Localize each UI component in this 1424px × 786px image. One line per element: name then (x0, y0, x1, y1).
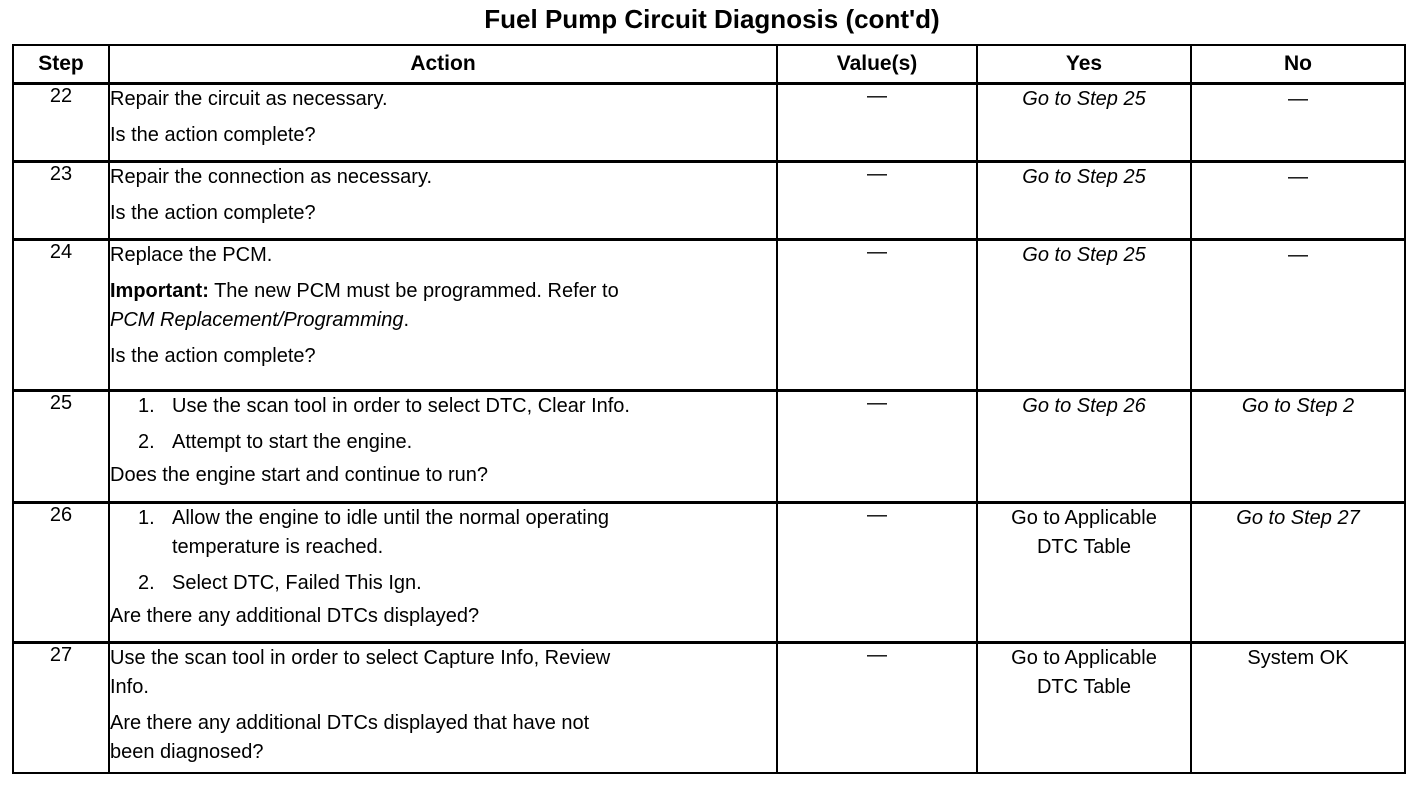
action-text: Repair the connection as necessary. (110, 166, 433, 188)
action-question: Does the engine start and continue to run? (110, 464, 489, 486)
action-text: Replace the PCM. (110, 244, 273, 266)
important-note (110, 277, 776, 306)
step-number: 22 (13, 84, 109, 162)
table-header-row (13, 45, 1405, 84)
action-question-continued: been diagnosed? (110, 741, 264, 763)
action-text: Use the scan tool in order to select Capture Info, Review (110, 647, 611, 669)
table-row (13, 643, 1405, 773)
table-row (13, 162, 1405, 240)
yes-cell: Go to Step 25 (977, 162, 1191, 240)
reference-line (110, 306, 776, 335)
action-question: Are there any additional DTCs displayed? (110, 605, 480, 627)
step-number: 24 (13, 240, 109, 391)
value-cell: — (777, 84, 977, 162)
yes-cell (977, 643, 1191, 773)
action-list-item (110, 428, 776, 457)
item-text: Use the scan tool in order to select DTC, Clear Info. (172, 395, 630, 417)
reference-link-text: PCM Replacement/Programming (110, 309, 404, 331)
yes-cell: Go to Step 25 (977, 240, 1191, 391)
header-yes: Yes (977, 45, 1191, 84)
action-cell (109, 643, 777, 773)
value-cell: — (777, 162, 977, 240)
no-cell: — (1191, 162, 1405, 240)
page-title: Fuel Pump Circuit Diagnosis (cont'd) (484, 4, 940, 34)
value-cell: — (777, 391, 977, 503)
yes-line: Go to Applicable (1011, 507, 1157, 529)
item-text-continued: temperature is reached. (172, 536, 384, 558)
action-question: Is the action complete? (110, 345, 316, 367)
action-cell (109, 503, 777, 643)
reference-end: . (403, 309, 409, 331)
important-label: Important: (110, 280, 209, 302)
item-text: Attempt to start the engine. (172, 431, 413, 453)
action-cell (109, 162, 777, 240)
yes-line: Go to Applicable (1011, 647, 1157, 669)
item-text: Select DTC, Failed This Ign. (172, 572, 422, 594)
yes-cell (977, 503, 1191, 643)
action-text: Repair the circuit as necessary. (110, 88, 388, 110)
item-number: 1. (138, 395, 155, 417)
step-number: 23 (13, 162, 109, 240)
header-no: No (1191, 45, 1405, 84)
item-text: Allow the engine to idle until the normal operating (172, 507, 609, 529)
table-row (13, 503, 1405, 643)
action-cell (109, 391, 777, 503)
table-row (13, 84, 1405, 162)
value-cell: — (777, 643, 977, 773)
yes-cell: Go to Step 25 (977, 84, 1191, 162)
header-action: Action (109, 45, 777, 84)
header-step: Step (13, 45, 109, 84)
action-question: Is the action complete? (110, 124, 316, 146)
value-cell: — (777, 240, 977, 391)
step-number: 26 (13, 503, 109, 643)
action-list-item (110, 392, 776, 421)
action-list-item (110, 504, 776, 562)
yes-cell: Go to Step 26 (977, 391, 1191, 503)
important-text: The new PCM must be programmed. Refer to (208, 280, 619, 302)
table-row (13, 391, 1405, 503)
action-question: Is the action complete? (110, 202, 316, 224)
table-row (13, 240, 1405, 391)
no-cell: — (1191, 240, 1405, 391)
action-question: Are there any additional DTCs displayed that have not (110, 712, 590, 734)
item-number: 1. (138, 507, 155, 529)
no-cell: Go to Step 27 (1191, 503, 1405, 643)
item-number: 2. (138, 431, 155, 453)
action-text-continued: Info. (110, 676, 149, 698)
header-values: Value(s) (777, 45, 977, 84)
action-list-item (110, 569, 776, 598)
yes-line: DTC Table (1036, 536, 1132, 558)
no-cell: System OK (1191, 643, 1405, 773)
no-cell: — (1191, 84, 1405, 162)
action-cell (109, 84, 777, 162)
action-cell (109, 240, 777, 391)
no-cell: Go to Step 2 (1191, 391, 1405, 503)
step-number: 27 (13, 643, 109, 773)
step-number: 25 (13, 391, 109, 503)
diagnosis-table (12, 44, 1406, 774)
item-number: 2. (138, 572, 155, 594)
value-cell: — (777, 503, 977, 643)
yes-line: DTC Table (1036, 676, 1132, 698)
